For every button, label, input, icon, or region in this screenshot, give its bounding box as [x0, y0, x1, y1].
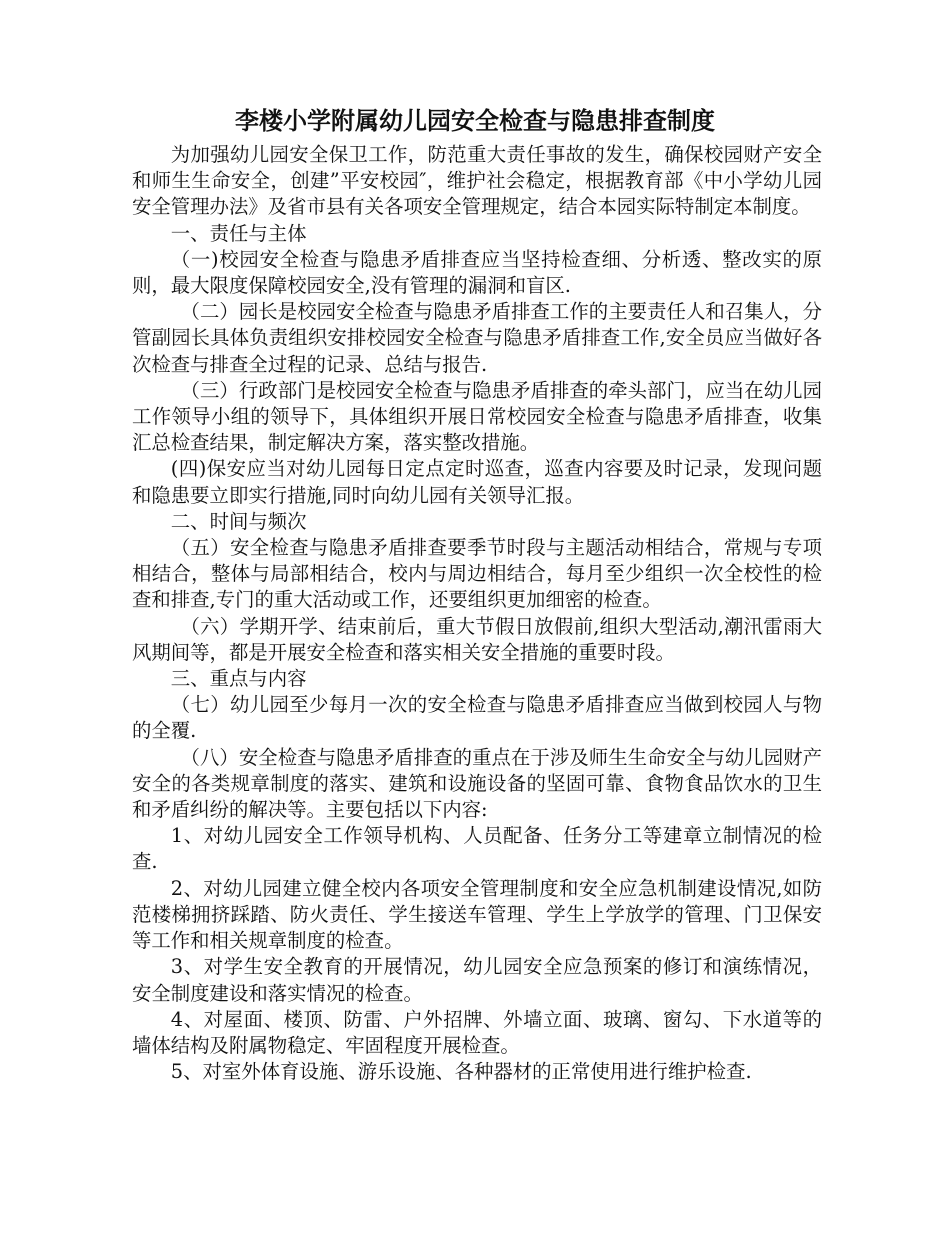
paragraph: 3、对学生安全教育的开展情况，幼儿园安全应急预案的修订和演练情况，安全制度建设和落实情况的检查。 — [132, 955, 822, 1005]
paragraph: (四)保安应当对幼儿园每日定点定时巡查，巡查内容要及时记录，发现问题和隐患要立即实行措施,同时向幼儿园有关领导汇报。 — [132, 457, 822, 507]
section-heading: 三、重点与内容 — [170, 667, 307, 691]
document-body — [132, 142, 822, 1085]
paragraph: （二）园长是校园安全检查与隐患矛盾排查工作的主要责任人和召集人，分管副园长具体负责组织安排校园安全检查与隐患矛盾排查工作,安全员应当做好各次检查与排查全过程的记录、总结与报告. — [132, 300, 822, 376]
paragraph: （五）安全检查与隐患矛盾排查要季节时段与主题活动相结合，常规与专项相结合，整体与局部相结合，校内与周边相结合，每月至少组织一次全校性的检查和排查,专门的重大活动或工作，还要组织更加细密的检查。 — [132, 536, 822, 612]
paragraph: 4、对屋面、楼顶、防雷、户外招牌、外墙立面、玻璃、窗勾、下水道等的墙体结构及附属物稳定、牢固程度开展检查。 — [132, 1007, 822, 1057]
section-heading: 二、时间与频次 — [170, 509, 307, 533]
paragraph: 5、对室外体育设施、游乐设施、各种器材的正常使用进行维护检查. — [170, 1060, 752, 1084]
document-title: 李楼小学附属幼儿园安全检查与隐患排查制度 — [235, 107, 715, 135]
paragraph: （三）行政部门是校园安全检查与隐患矛盾排查的牵头部门，应当在幼儿园工作领导小组的领导下，具体组织开展日常校园安全检查与隐患矛盾排查，收集汇总检查结果，制定解决方案，落实整改措施。 — [132, 378, 822, 455]
paragraph: （八）安全检查与隐患矛盾排查的重点在于涉及师生生命安全与幼儿园财产安全的各类规章制度的落实、建筑和设施设备的坚固可靠、食物食品饮水的卫生和矛盾纠纷的解决等。主要包括以下内容: — [132, 745, 822, 822]
paragraph: （七）幼儿园至少每月一次的安全检查与隐患矛盾排查应当做到校园人与物的全覆. — [132, 693, 822, 743]
paragraph: 为加强幼儿园安全保卫工作，防范重大责任事故的发生，确保校园财产安全和师生生命安全，创建”平安校园″，维护社会稳定，根据教育部《中小学幼儿园安全管理办法》及省市县有关各项安全管理规定，结合本园实际特制定本制度。 — [132, 143, 822, 219]
paragraph: （一)校园安全检查与隐患矛盾排查应当坚持检查细、分析透、整改实的原则，最大限度保障校园安全,没有管理的漏洞和盲区. — [132, 247, 822, 298]
paragraph: 1、对幼儿园安全工作领导机构、人员配备、任务分工等建章立制情况的检查. — [132, 824, 822, 874]
section-heading: 一、责任与主体 — [170, 221, 307, 245]
paragraph: 2、对幼儿园建立健全校内各项安全管理制度和安全应急机制建设情况,如防范楼梯拥挤踩踏、防火责任、学生接送车管理、学生上学放学的管理、门卫保安等工作和相关规章制度的检查。 — [132, 876, 822, 953]
paragraph: （六）学期开学、结束前后，重大节假日放假前,组织大型活动,潮汛雷雨大风期间等，都是开展安全检查和落实相关安全措施的重要时段。 — [132, 614, 822, 664]
